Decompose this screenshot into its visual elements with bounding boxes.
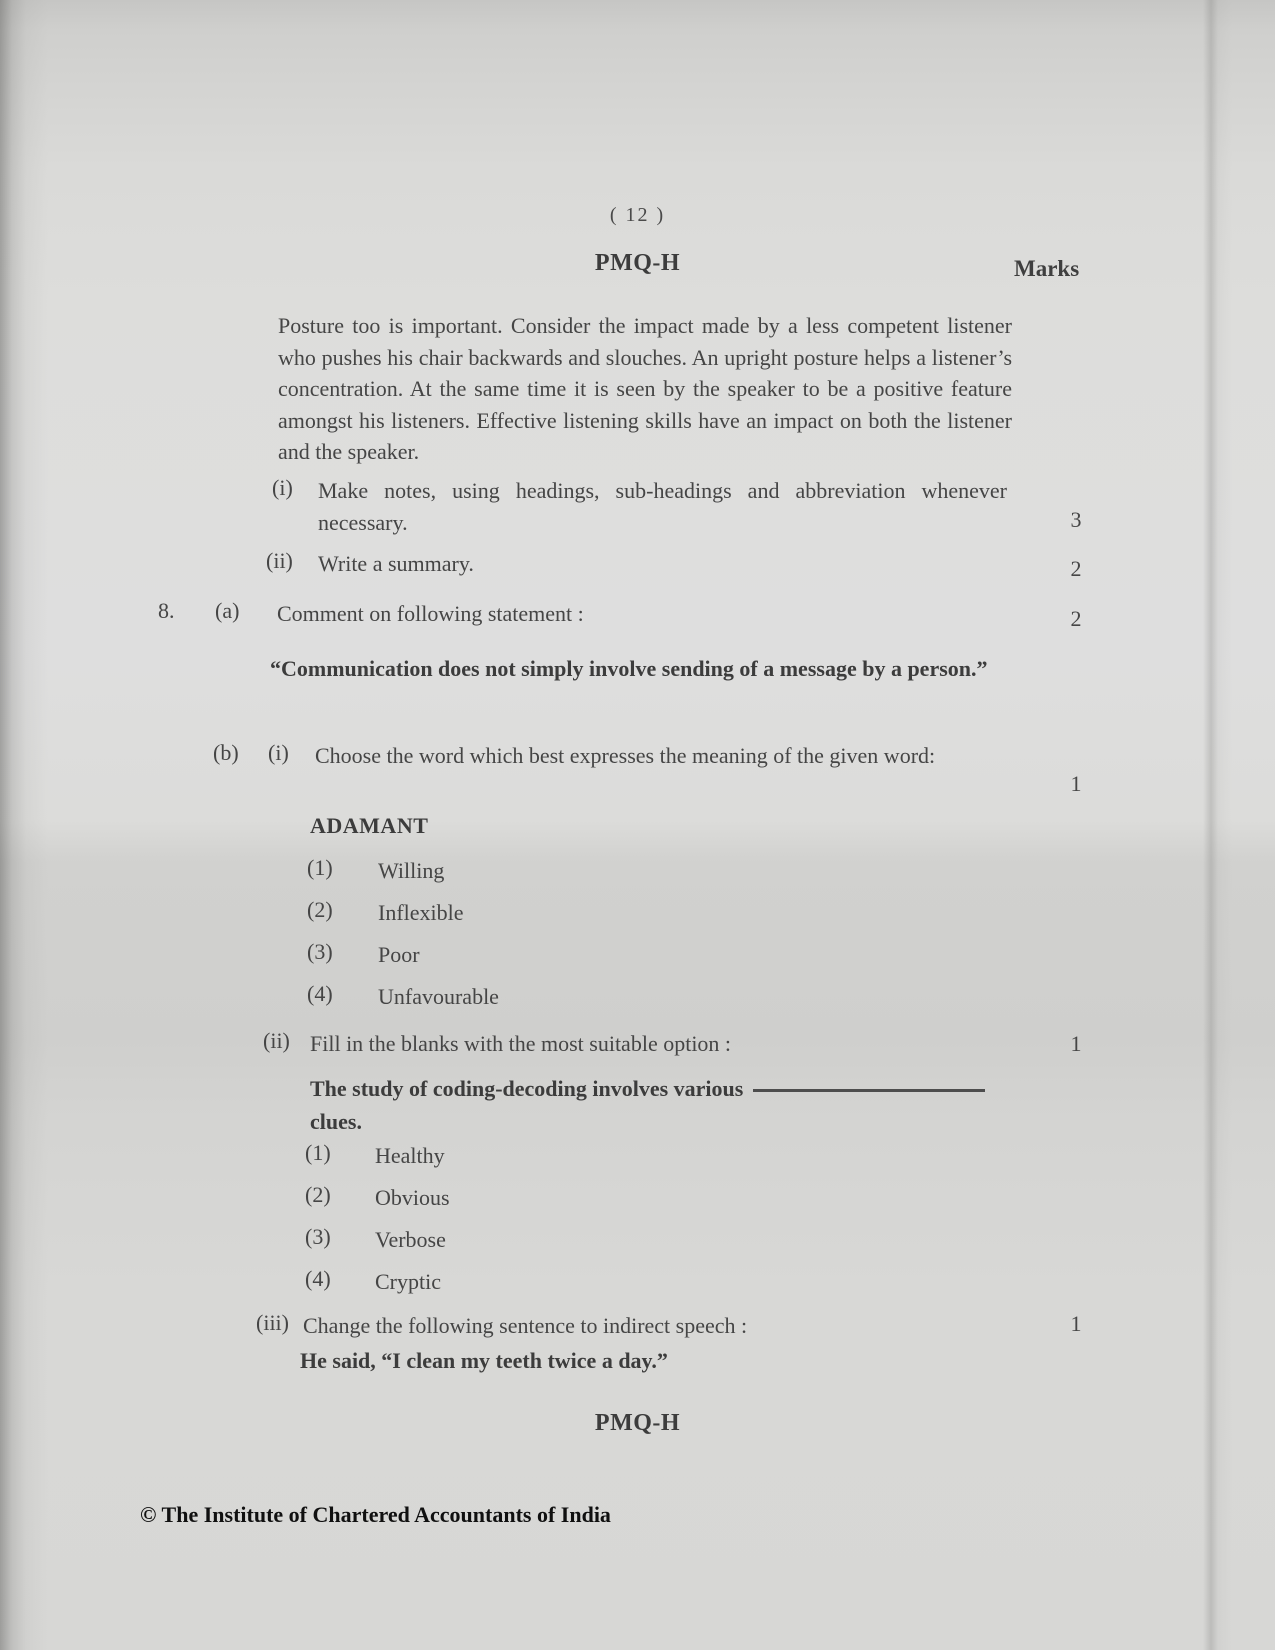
blank-line [753, 1089, 985, 1092]
passage-text: Posture too is important. Consider the impact made by a less competent listener who pushes his chair backwards and slouches. An upright posture helps a listener’s concentration. At the same time it is seen by the speaker to be a positive feature amongst his listeners. Effective listening skills have an impact on both the listener and the speaker. [278, 313, 1012, 464]
direct-speech-sentence: He said, “I clean my teeth twice a day.” [300, 1348, 668, 1373]
option-text: Willing [378, 858, 445, 883]
option-text: Unfavourable [378, 984, 499, 1009]
fill-sentence-after: clues. [310, 1109, 362, 1134]
option-number: (3) [305, 1224, 331, 1249]
option-text: Poor [378, 942, 420, 967]
passage-question-i [272, 475, 1007, 539]
marks-value: 2 [1070, 606, 1082, 631]
item-iii-number: (iii) [256, 1310, 289, 1335]
option-number: (2) [305, 1182, 331, 1207]
option-row [307, 939, 727, 971]
option-row [305, 1182, 725, 1214]
option-row [307, 981, 727, 1013]
fill-sentence-before: The study of coding-decoding involves various [310, 1076, 744, 1101]
option-number: (4) [307, 981, 333, 1006]
part-a-prompt: Comment on following statement : [277, 601, 584, 626]
option-text: Obvious [375, 1185, 450, 1210]
passage-question-ii [266, 548, 1006, 580]
part-b-label: (b) [213, 740, 239, 765]
page-number: ( 12 ) [609, 204, 666, 226]
question-number: (ii) [266, 548, 293, 573]
fill-in-sentence [310, 1072, 992, 1138]
option-number: (4) [305, 1266, 331, 1291]
option-row [305, 1266, 725, 1298]
question-8-number: 8. [158, 598, 175, 623]
option-text: Cryptic [375, 1269, 441, 1294]
option-text: Inflexible [378, 900, 464, 925]
item-ii-prompt: Fill in the blanks with the most suitable option : [310, 1031, 732, 1056]
marks-value: 1 [1070, 771, 1082, 796]
marks-value: 1 [1070, 1311, 1082, 1336]
copyright-notice: © The Institute of Chartered Accountants of India [140, 1502, 611, 1527]
option-row [305, 1224, 725, 1256]
question-8b-iii-row [256, 1310, 1056, 1342]
item-iii-prompt: Change the following sentence to indirect speech : [303, 1313, 748, 1338]
paper-code-footer: PMQ-H [594, 1410, 681, 1436]
option-number: (1) [307, 855, 333, 880]
marks-value: 2 [1070, 556, 1082, 581]
question-text: Make notes, using headings, sub-headings and abbreviation whenever necessary. [318, 478, 1007, 535]
part-a-label: (a) [215, 598, 240, 623]
question-text: Write a summary. [318, 551, 474, 576]
quoted-statement: “Communication does not simply involve sending of a message by a person.” [270, 656, 988, 681]
option-text: Verbose [375, 1227, 446, 1252]
option-text: Healthy [375, 1143, 445, 1168]
question-8b-ii-row [263, 1028, 1023, 1060]
marks-value: 3 [1070, 507, 1082, 532]
option-number: (2) [307, 897, 333, 922]
marks-column-label: Marks [1014, 256, 1080, 281]
option-row [305, 1140, 725, 1172]
option-number: (3) [307, 939, 333, 964]
given-word: ADAMANT [310, 813, 429, 838]
item-ii-number: (ii) [263, 1028, 290, 1053]
item-i-prompt: Choose the word which best expresses the meaning of the given word: [315, 743, 936, 768]
question-8a-row [158, 598, 1013, 630]
item-i-number: (i) [268, 740, 289, 765]
option-row [307, 855, 727, 887]
option-row [307, 897, 727, 929]
marks-value: 1 [1070, 1031, 1082, 1056]
question-8b-i-row [213, 740, 1013, 772]
question-number: (i) [272, 475, 293, 500]
paper-code-header: PMQ-H [594, 250, 681, 276]
option-number: (1) [305, 1140, 331, 1165]
